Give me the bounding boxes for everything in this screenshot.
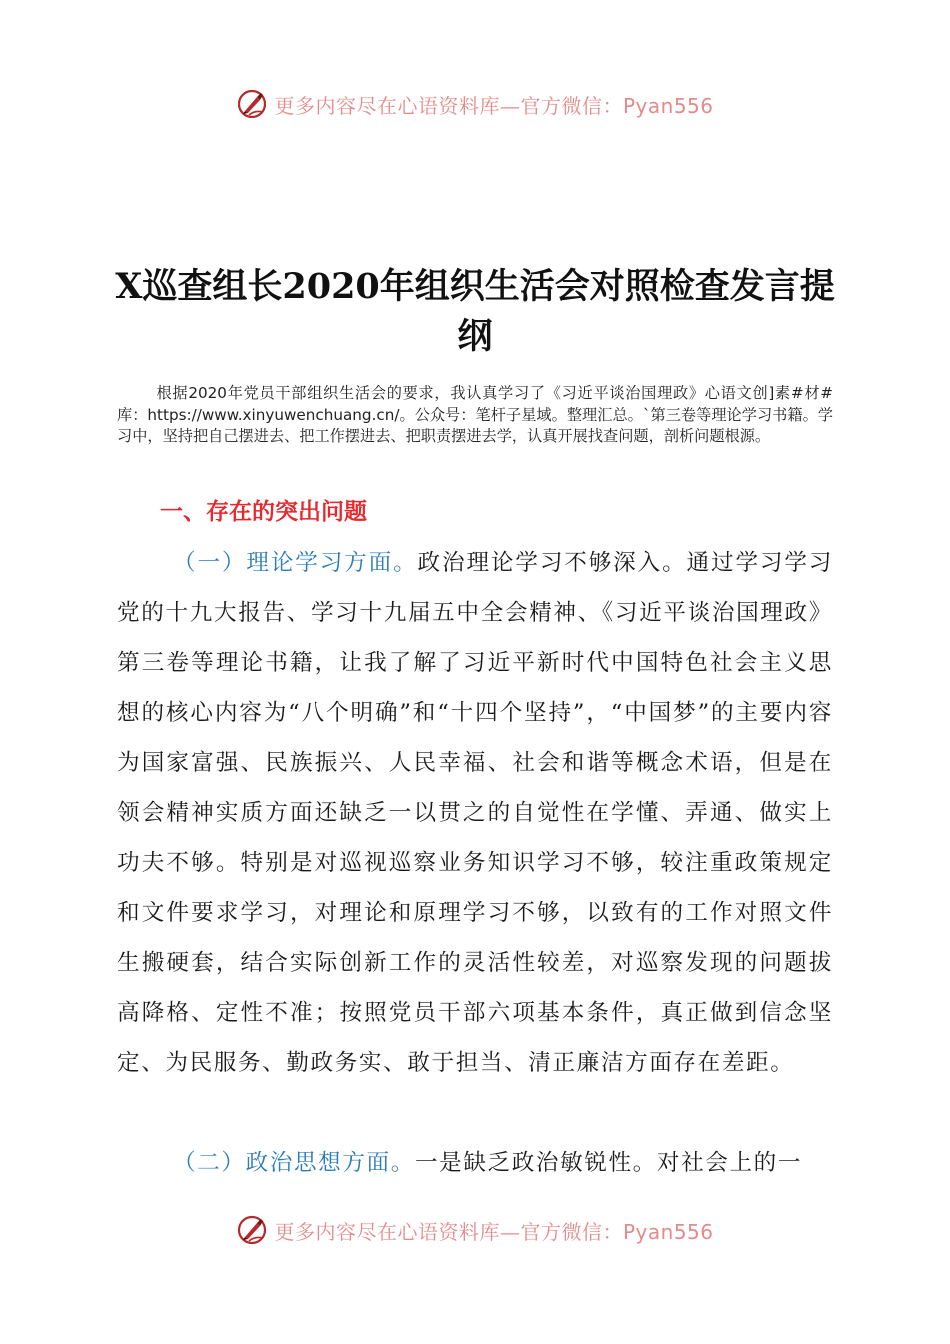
section-heading-problems: 一、存在的突出问题 (160, 499, 367, 525)
paragraph-political-thought-text: 一是缺乏政治敏锐性。对社会上的一 (414, 1150, 803, 1176)
intro-paragraph: 根据2020年党员干部组织生活会的要求，我认真学习了《习近平谈治国理政》心语文创]素#材#库：https://www.xinyuwenchuang.cn/。公众号：笔杆子星域。整理汇总。`第三卷等理论学习书籍。学习中，坚持把自己摆进去、把工作摆进去、把职责摆进去学，认真开展找查问题，剖析问题根源。 (117, 384, 833, 446)
paragraph-political-thought (117, 1138, 833, 1188)
pen-circle-logo-icon (236, 1214, 268, 1246)
banner-label (274, 90, 713, 119)
banner-wechat-id: Pyan556 (622, 93, 714, 118)
banner-text-cn: 更多内容尽在心语资料库—官方微信： (274, 1219, 623, 1244)
footer-banner (0, 1210, 950, 1250)
banner-wechat-id: Pyan556 (622, 1219, 714, 1244)
subheading-political-thought: （二）政治思想方面。 (173, 1150, 415, 1176)
banner-label (274, 1216, 713, 1245)
banner-text-cn: 更多内容尽在心语资料库—官方微信： (274, 93, 623, 118)
document-title: X巡查组长2020年组织生活会对照检查发言提纲 (115, 266, 835, 357)
pen-circle-logo-icon (236, 88, 268, 120)
subheading-theory-study: （一）理论学习方面。 (173, 550, 418, 576)
header-banner (0, 84, 950, 124)
paragraph-theory-study-text: 政治理论学习不够深入。通过学习学习党的十九大报告、学习十九届五中全会精神、《习近平谈治国理政》第三卷等理论书籍，让我了解了习近平新时代中国特色社会主义思想的核心内容为“八个明确”和“十四个坚持”，“中国梦”的主要内容为国家富强、民族振兴、人民幸福、社会和谐等概念术语，但是在领会精神实质方面还缺乏一以贯之的自觉性在学懂、弄通、做实上功夫不够。特别是对巡视巡察业务知识学习不够，较注重政策规定和文件要求学习，对理论和原理学习不够，以致有的工作对照文件生搬硬套，结合实际创新工作的灵活性较差，对巡察发现的问题拔高降格、定性不准；按照党员干部六项基本条件，真正做到信念坚定、为民服务、勤政务实、敢于担当、清正廉洁方面存在差距。 (117, 550, 834, 1076)
paragraph-theory-study (117, 538, 833, 1088)
